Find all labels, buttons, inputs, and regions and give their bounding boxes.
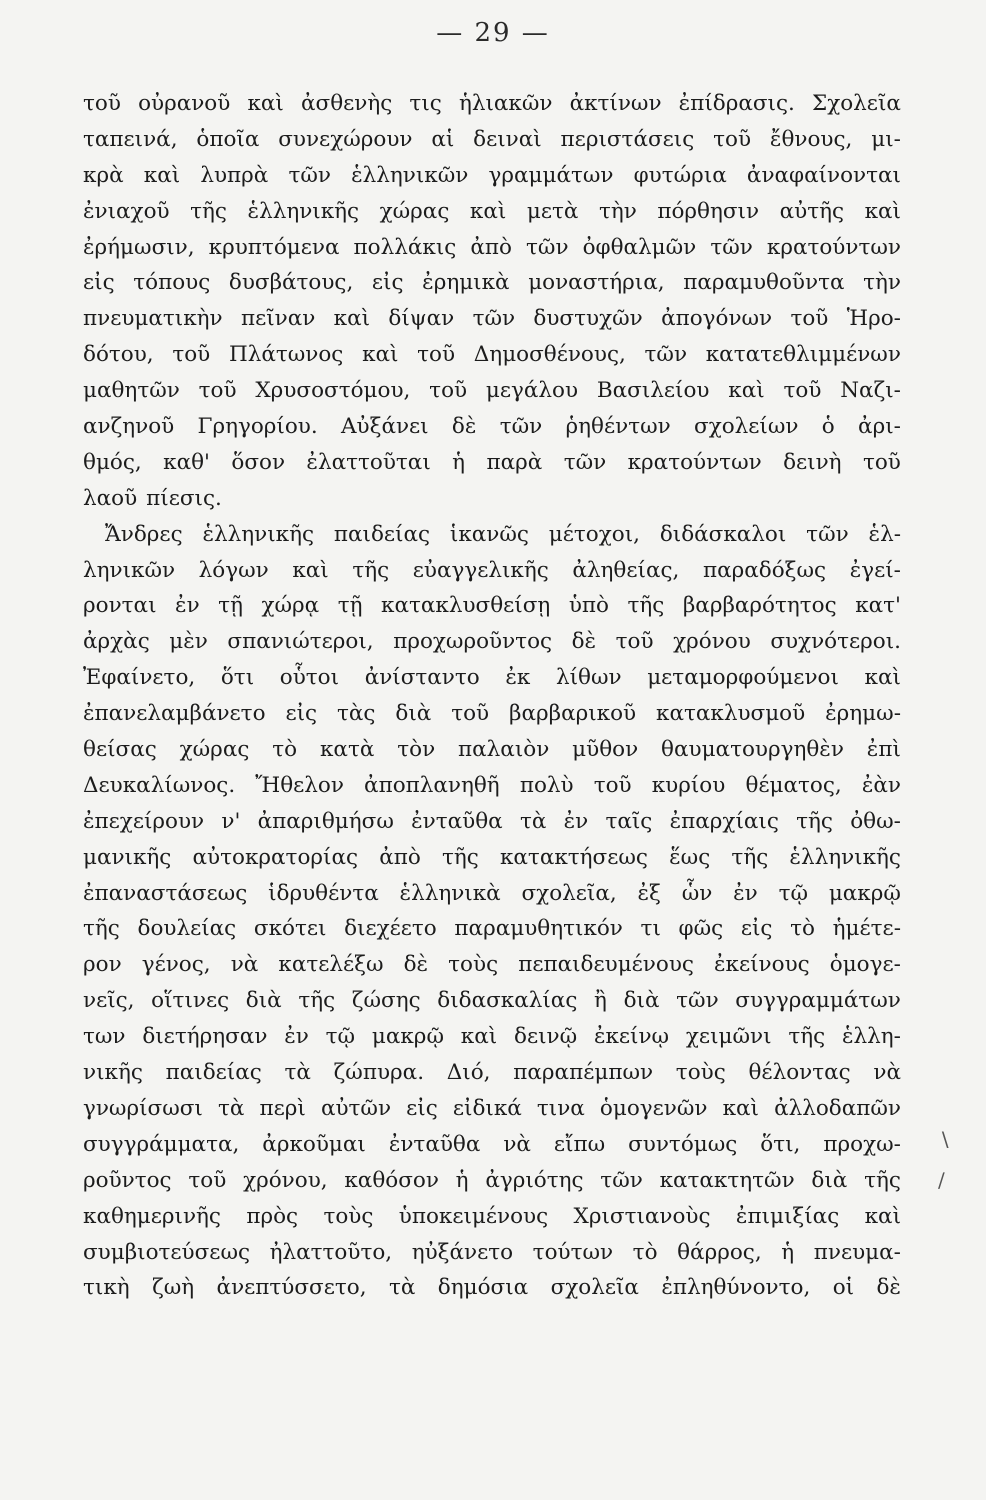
text-line: ἐπαναστάσεως ἱδρυθέντα ἑλληνικὰ σχολεῖα, ἐξ ὧν ἐν τῷ μακρῷ [83,880,901,906]
text-line: ἐρήμωσιν, κρυπτόμενα πολλάκις ἀπὸ τῶν ὀφθαλμῶν τῶν κρατούντων [83,234,901,260]
text-line: νεῖς, οἵτινες διὰ τῆς ζώσης διδασκαλίας ἢ διὰ τῶν συγγραμμάτων [83,988,901,1014]
margin-mark: ∖ [938,1128,951,1152]
text-line: Ἄνδρες ἑλληνικῆς παιδείας ἱκανῶς μέτοχοι, διδάσκαλοι τῶν ἑλ- [105,521,901,547]
text-line: συγγράμματα, ἀρκοῦμαι ἐνταῦθα νὰ εἴπω συντόμως ὅτι, προχω- [83,1131,901,1157]
text-line: τοῦ οὐρανοῦ καὶ ἀσθενὴς τις ἡλιακῶν ἀκτίνων ἐπίδρασις. Σχολεῖα [83,91,901,116]
text-line: ρονται ἐν τῇ χώρᾳ τῇ κατακλυσθείσῃ ὑπὸ τῆς βαρβαρότητος κατ' [83,593,901,619]
text-line: ἐνιαχοῦ τῆς ἑλληνικῆς χώρας καὶ μετὰ τὴν πόρθησιν αὐτῆς καὶ [83,198,901,224]
text-line: εἰς τόπους δυσβάτους, εἰς ἐρημικὰ μοναστήρια, παραμυθοῦντα τὴν [83,270,901,296]
margin-mark: ∕ [938,1168,945,1192]
body-text [83,86,901,1306]
text-line: ἐπανελαμβάνετο εἰς τὰς διὰ τοῦ βαρβαρικοῦ κατακλυσμοῦ ἐρημω- [83,701,901,727]
text-line: τικὴ ζωὴ ἀνεπτύσσετο, τὰ δημόσια σχολεῖα ἐπληθύνοντο, οἱ δὲ [83,1275,901,1301]
text-line: ταπεινά, ὁποῖα συνεχώρουν αἱ δειναὶ περιστάσεις τοῦ ἔθνους, μι- [83,126,901,152]
text-line: καθημερινῆς πρὸς τοὺς ὑποκειμένους Χριστιανοὺς ἐπιμιξίας καὶ [83,1203,901,1229]
text-line: ἐπεχείρουν ν' ἀπαριθμήσω ἐνταῦθα τὰ ἐν ταῖς ἐπαρχίαις τῆς ὀθω- [83,808,901,834]
text-line: τῆς δουλείας σκότει διεχέετο παραμυθητικόν τι φῶς εἰς τὸ ἡμέτε- [83,916,901,942]
text-line: πνευματικὴν πεῖναν καὶ δίψαν τῶν δυστυχῶν ἀπογόνων τοῦ Ἡρο- [83,306,901,332]
text-line: δότου, τοῦ Πλάτωνος καὶ τοῦ Δημοσθένους, τῶν κατατεθλιμμένων [83,342,901,368]
text-line: των διετήρησαν ἐν τῷ μακρῷ καὶ δεινῷ ἐκείνῳ χειμῶνι τῆς ἑλλη- [83,1024,901,1050]
text-line: Ἐφαίνετο, ὅτι οὗτοι ἀνίσταντο ἐκ λίθων μεταμορφούμενοι καὶ [83,665,901,691]
text-line: συμβιοτεύσεως ἠλαττοῦτο, ηὐξάνετο τούτων τὸ θάρρος, ἡ πνευμα- [83,1239,901,1265]
text-line: ἀρχὰς μὲν σπανιώτεροι, προχωροῦντος δὲ τοῦ χρόνου συχνότεροι. [83,629,901,655]
text-line: νικῆς παιδείας τὰ ζώπυρα. Διό, παραπέμπων τοὺς θέλοντας νὰ [83,1060,901,1086]
text-line: γνωρίσωσι τὰ περὶ αὐτῶν εἰς εἰδικά τινα ὁμογενῶν καὶ ἀλλοδαπῶν [83,1095,901,1121]
text-line: ροῦντος τοῦ χρόνου, καθόσον ἡ ἀγριότης τῶν κατακτητῶν διὰ τῆς [83,1167,901,1193]
text-line: μαθητῶν τοῦ Χρυσοστόμου, τοῦ μεγάλου Βασιλείου καὶ τοῦ Ναζι- [83,378,901,404]
text-line: θμός, καθ' ὅσον ἐλαττοῦται ἡ παρὰ τῶν κρατούντων δεινὴ τοῦ [83,449,901,475]
page-number: — 29 — [436,18,550,48]
text-line: ρον γένος, νὰ κατελέξω δὲ τοὺς πεπαιδευμένους ἐκείνους ὁμογε- [83,952,901,978]
text-line: κρὰ καὶ λυπρὰ τῶν ἑλληνικῶν γραμμάτων φυτώρια ἀναφαίνονται [83,162,901,188]
text-line: λαοῦ πίεσις. [83,485,222,511]
text-line: μανικῆς αὐτοκρατορίας ἀπὸ τῆς κατακτήσεως ἕως τῆς ἑλληνικῆς [83,844,901,870]
text-line: Δευκαλίωνος. Ἤθελον ἀποπλανηθῆ πολὺ τοῦ κυρίου θέματος, ἐὰν [83,772,901,798]
text-line: θείσας χώρας τὸ κατὰ τὸν παλαιὸν μῦθον θαυματουργηθὲν ἐπὶ [83,737,901,763]
text-line: ανζηνοῦ Γρηγορίου. Αὐξάνει δὲ τῶν ῥηθέντων σχολείων ὁ ἀρι- [83,414,901,440]
text-line: ληνικῶν λόγων καὶ τῆς εὐαγγελικῆς ἀληθείας, παραδόξως ἐγεί- [83,557,901,583]
